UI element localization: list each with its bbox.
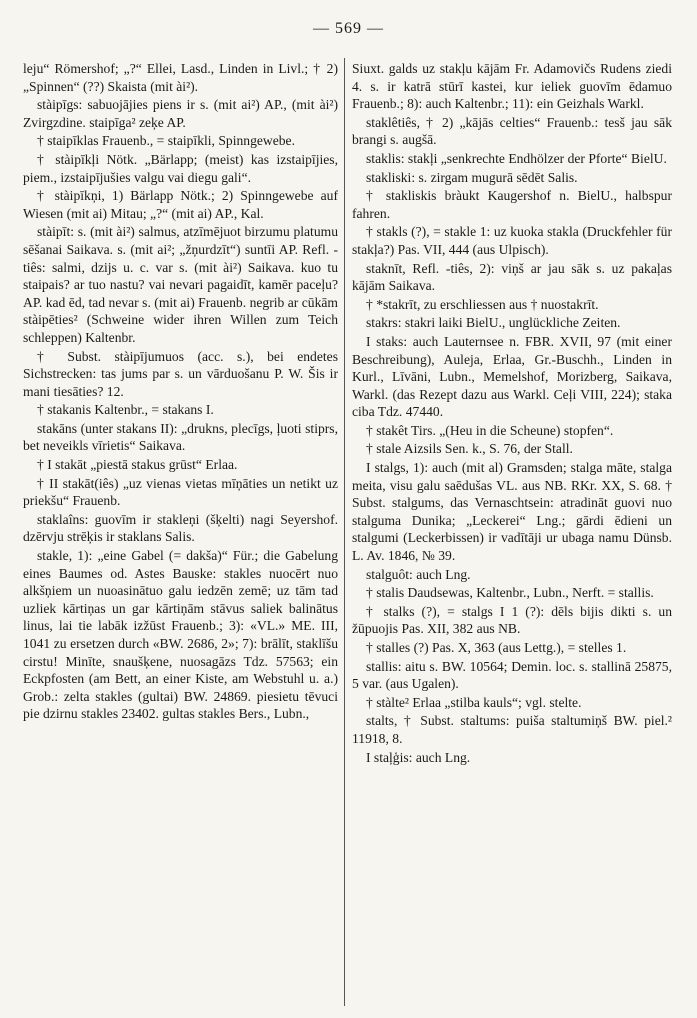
dictionary-entry: stallis: aitu s. BW. 10564; Demin. loc. s. stallinā 25875, 5 var. (aus Ugalen). [352, 658, 672, 692]
left-column [23, 60, 338, 1004]
dictionary-entry: † *stakrīt, zu erschliessen aus † nuostakrīt. [366, 296, 599, 312]
dictionary-entry: stàipīt: s. (mit ài²) salmus, atzīmējuot birzumu platumu sēšanai Saikava. s. (mit ai²; „žņurdzīt“) suntīi AP. Refl. -tiês: salmi, dzijs u. c. var s. (mit ài²) Saikava. kuo tu staipais? ar tuo nastu? vai nevari pagaidīt, kamēr paceļu? AP. kad ēd, tad nevar s. (mit ai) Frauenb. negrib ar cūkām stàipēties² (Schweine wider ihren Willen zum Teich schleppen) Kaltenbr. [23, 224, 338, 345]
dictionary-entry: staknīt, Refl. -tiês, 2): viņš ar jau sāk s. uz pakaļas kājām Saikava. [352, 260, 672, 294]
dictionary-entry: † stàipīkļi Nötk. „Bärlapp; (meist) kas izstaipījies, piem., izstaipījušies valgu vai diegu gali“. [23, 151, 338, 185]
dictionary-entry: † stale Aizsils Sen. k., S. 76, der Stall. [366, 441, 573, 457]
dictionary-entry: † stakliskis bràukt Kaugershof n. BielU., halbspur fahren. [352, 188, 672, 221]
dictionary-entry: † stalles (?) Pas. X, 363 (aus Lettg.), = stelles 1. [366, 640, 627, 655]
page-number: — 569 — [313, 20, 384, 37]
dictionary-entry: † Subst. stàipījumuos (acc. s.), bei endetes Sichstrecken: tas jums par s. un vārduošanu P. W. Šis ir mani tiesāties? 12. [23, 348, 338, 399]
dictionary-entry: † stàipīkņi, 1) Bärlapp Nötk.; 2) Spinngewebe auf Wiesen (mit ai) Mitau; „?“ (mit ai) AP., Kal. [23, 188, 338, 221]
dictionary-entry: I staks: auch Lauternsee n. FBR. XVII, 97 (mit einer Beschreibung), Auleja, Erlaa, Gr.-Buschh., Linden in Kurl., Līvāni, Lubn., Memelshof, Morizberg, Saikava, Warkl. (das Rezept dazu aus Warkl. Ceļi VIII, 224); staka ciba Tdz. 47440. [352, 333, 672, 420]
dictionary-entry: stakrs: stakri laiki BielU., unglückliche Zeiten. [366, 315, 621, 331]
column-divider [344, 58, 345, 1006]
dictionary-entry: Siuxt. galds uz stakļu kājām Fr. Adamovičs Rudens ziedi 4. s. ir katrā stūrī kastei, kur ieliek guovīm ēdamuo Frauenb.; 8): auch Kaltenbr.; 11): ein Geizhals Warkl. [352, 61, 672, 112]
dictionary-entry: stalguôt: auch Lng. [366, 566, 471, 582]
dictionary-entry: staklaîns: guovīm ir stakleņi (šķelti) nagi Seyershof. dzērvju strēķis ir staklans Salis. [23, 511, 338, 545]
dictionary-entry: † stakêt Tirs. „(Heu in die Scheune) stopfen“. [366, 422, 614, 438]
dictionary-entry: † staipīklas Frauenb., = staipīkli, Spinngewebe. [37, 133, 295, 149]
dictionary-entry: † II stakāt(iês) „uz vienas vietas mīņāties un netikt uz priekšu“ Frauenb. [23, 475, 338, 509]
dictionary-entry: I stalgs, 1): auch (mit al) Gramsden; stalga māte, stalga meita, visu galu saēdušas VL. aus NB. RKr. XX, S. 68. † Subst. stalgums, das Vernaschtsein: atradināt guovi nuo stalguma Dunika; „Leckerei“ Lng.; gārdi ēdieni un stalgumi (Leckerbissen) ir vadītāji ur ubaga namu Dünsb. L. Av. 1846, № 39. [352, 460, 672, 564]
dictionary-entry: staklis: stakļi „senkrechte Endhölzer der Pforte“ BielU. [366, 150, 667, 166]
dictionary-entry: stakle, 1): „eine Gabel (= dakša)“ Für.; die Gabelung eines Baumes od. Astes Bauske: stakles nuocērt nuo alkšņiem un nuoasinātuo galu iedzēn zemē; uz tām tad uzliek kārtiņas un gar kārtiņām stāvus saliek balinātus linus, lai tie labāk izžūst Frauenb.; 3): «VL.» ME. III, 1041 zu ersetzen durch «BW. 2686, 2»; 7): brālīt, staklīšu cirstu! Minīte, snaušķene, nuosagāzs Tdz. 57563; ein Eckpfosten (am Bett, an einer Kiste, am Webstuhl u. a.) Grob.: zelta stakles (gultai) BW. 24869. piesietu tēvuci pie dzirnu stakles 23402. gultas stakles Bers., Lubn., [23, 548, 338, 722]
dictionary-entry: † stalis Daudsewas, Kaltenbr., Lubn., Nerft. = stallis. [366, 585, 654, 601]
dictionary-entry: I staļģis: auch Lng. [366, 749, 471, 765]
dictionary-entry: stakāns (unter stakans II): „drukns, plecīgs, ļuoti stiprs, bet neveikls vīrietis“ Saikava. [23, 420, 338, 454]
dictionary-entry: stakliski: s. zirgam mugurā sēdēt Salis. [366, 169, 578, 185]
dictionary-entry: staklêtiês, † 2) „kājās celties“ Frauenb.: tesš jau sāk brangi s. augšā. [352, 114, 672, 148]
dictionary-entry: † stalks (?), = stalgs I 1 (?): dēls bijis dikti s. un žūpuojis Pas. XII, 382 aus NB. [352, 603, 672, 637]
dictionary-entry: † stakls (?), = stakle 1: uz kuoka stakla (Druckfehler für stakļa?) Pas. VII, 444 (aus Ulpisch). [352, 224, 672, 257]
dictionary-entry: † stàlte² Erlaa „stilba kauls“; vgl. stelte. [366, 694, 582, 710]
dictionary-entry: stàipīgs: sabuojājies piens ir s. (mit ai²) AP., (mit ài²) Zvirgzdine. staipīga² zeķe AP. [23, 97, 338, 130]
right-column [352, 60, 672, 1004]
dictionary-entry: leju“ Römershof; „?“ Ellei, Lasd., Linden in Livl.; † 2) „Spinnen“ (??) Skaista (mit ài²). [23, 61, 338, 94]
dictionary-entry: † stakanis Kaltenbr., = stakans I. [37, 402, 214, 418]
dictionary-entry: stalts, † Subst. staltums: puiša staltumiņš BW. piel.² 11918, 8. [352, 713, 672, 746]
dictionary-entry: † I stakāt „piestā stakus grūst“ Erlaa. [37, 457, 238, 473]
